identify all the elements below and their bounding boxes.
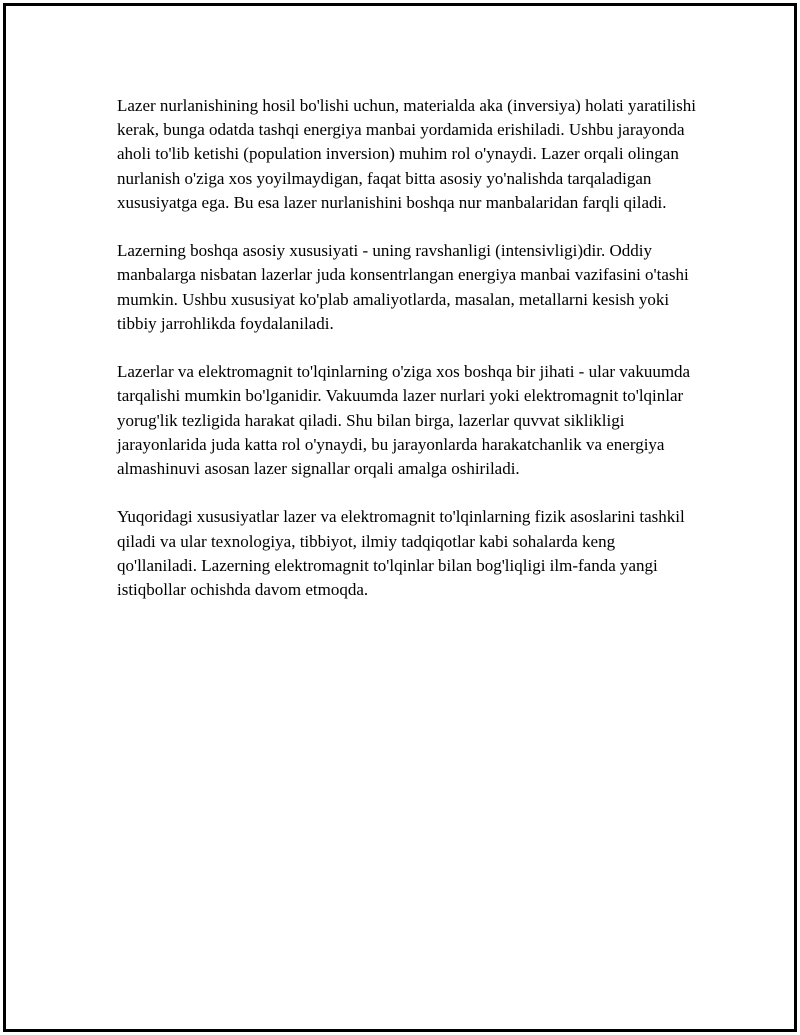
paragraph-4: Yuqoridagi xususiyatlar lazer va elektromagnit to'lqinlarning fizik asoslarini tashkil qiladi va ular texnologiya, tibbiyot, ilmiy tadqiqotlar kabi sohalarda keng qo'llaniladi. Lazerning elektromagnit to'lqinlar bilan bog'liqligi ilm-fanda yangi istiqbollar ochishda davom etmoqda. (117, 507, 685, 600)
paragraph-2: Lazerning boshqa asosiy xususiyati - uning ravshanligi (intensivligi)dir. Oddiy manbalarga nisbatan lazerlar juda konsentrlangan energiya manbai vazifasini o'tashi mumkin. Ushbu xususiyat ko'plab amaliyotlarda, masalan, metallarni kesish yoki tibbiy jarrohlikda foydalaniladi. (117, 241, 689, 333)
paragraph-3: Lazerlar va elektromagnit to'lqinlarning o'ziga xos boshqa bir jihati - ular vakuumda tarqalishi mumkin bo'lganidir. Vakuumda lazer nurlari yoki elektromagnit to'lqinlar yorug'lik tezligida harakat qiladi. Shu bilan birga, lazerlar quvvat siklikligi jarayonlarida juda katta rol o'ynaydi, bu jarayonlarda harakatchanlik va energiya almashinuvi asosan lazer signallar orqali amalga oshiriladi. (117, 362, 691, 479)
paragraph-1: Lazer nurlanishining hosil bo'lishi uchun, materialda aka (inversiya) holati yaratilishi kerak, bunga odatda tashqi energiya manbai yordamida erishiladi. Ushbu jarayonda aholi to'lib ketishi (population inversion) muhim rol o'ynaydi. Lazer orqali olingan nurlanish o'ziga xos yoyilmaydigan, faqat bitta asosiy yo'nalishda tarqaladigan xususiyatga ega. Bu esa lazer nurlanishini boshqa nur manbalaridan farqli qiladi. (117, 96, 697, 212)
document-body (117, 94, 697, 626)
